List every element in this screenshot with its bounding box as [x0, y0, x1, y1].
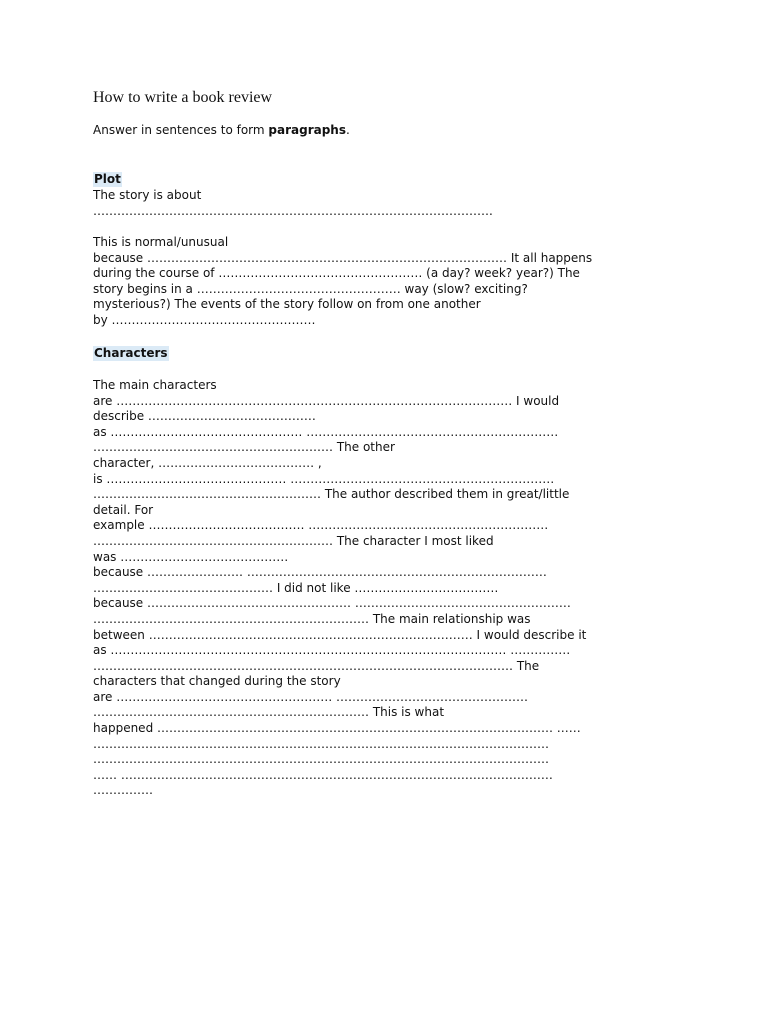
intro-prefix: Answer in sentences to form [93, 123, 269, 137]
text-line: characters that changed during the story [93, 674, 341, 689]
text-line: …………………………………………………………………………………………………… [93, 752, 549, 767]
text-line: example ………………………………… …………………………………………………… [93, 518, 549, 533]
text-line: The main characters [93, 378, 217, 392]
text-line: as ……………………………………………………………………………………… …………… [93, 643, 571, 658]
text-line: happened ……………………………………………………………………………………… …… [93, 721, 581, 736]
text-line: between ……………………………………………………………………… I would describe it [93, 627, 587, 642]
text-line: …………………………………………………………… This is what [93, 705, 445, 720]
text-line: …………………………………………………………… The main relationship was [93, 611, 531, 626]
text-line: This is normal/unusual [93, 235, 229, 249]
text-line: …………………………………………………… The other [93, 440, 395, 455]
text-line: was …………………………………… [93, 549, 289, 564]
text-line: …………………………………………………… The character I most liked [93, 533, 494, 548]
text-line: The story is about [93, 188, 202, 202]
characters-block-1 [93, 378, 675, 799]
text-line: …………… [93, 783, 153, 798]
text-line: ………………………………………………… The author described them in great/little [93, 487, 570, 502]
text-line: because …………………… ………………………………………………………………… [93, 565, 547, 580]
section-heading-characters: Characters [94, 346, 168, 360]
text-line: character, ………………………………… , [93, 455, 322, 470]
text-line: mysterious?) The events of the story follow on from one another [93, 297, 481, 312]
text-line: because ……………………………………………………………………………… It all happens [93, 250, 593, 265]
intro-text [93, 123, 675, 139]
intro-bold-word: paragraphs [268, 123, 346, 137]
section-heading-plot: Plot [94, 172, 121, 186]
text-line: are ……………………………………………………………………………………… I would [93, 393, 560, 408]
text-line: is ……………………………………… ………………………………………………………… [93, 471, 555, 486]
text-line: are ……………………………………………… ………………………………………… [93, 689, 529, 704]
text-line: because …………………………………………… ……………………………………………… [93, 596, 571, 611]
text-line: as ………………………………………… ……………………………………………………… [93, 424, 559, 439]
text-line: …… ……………………………………………………………………………………………… [93, 767, 553, 782]
plot-block-1 [93, 188, 675, 219]
plot-block-2 [93, 235, 675, 329]
text-line: describe …………………………………… [93, 409, 316, 424]
text-line: story begins in a …………………………………………… way (slow? exciting? [93, 281, 528, 296]
intro-suffix: . [346, 123, 350, 137]
page-title: How to write a book review [93, 89, 273, 106]
text-line: by …………………………………………… [93, 312, 316, 327]
text-line: …………………………………………………………………………………………… The [93, 658, 540, 673]
text-line: …………………………………………………………………………………………………… [93, 736, 549, 751]
text-line: ……………………………………… I did not like ……………………………… [93, 580, 499, 595]
text-line: ………………………………………………………………………………………. [93, 203, 493, 218]
text-line: during the course of …………………………………………… (a day? week? year?) The [93, 266, 580, 281]
text-line: detail. For [93, 502, 154, 517]
